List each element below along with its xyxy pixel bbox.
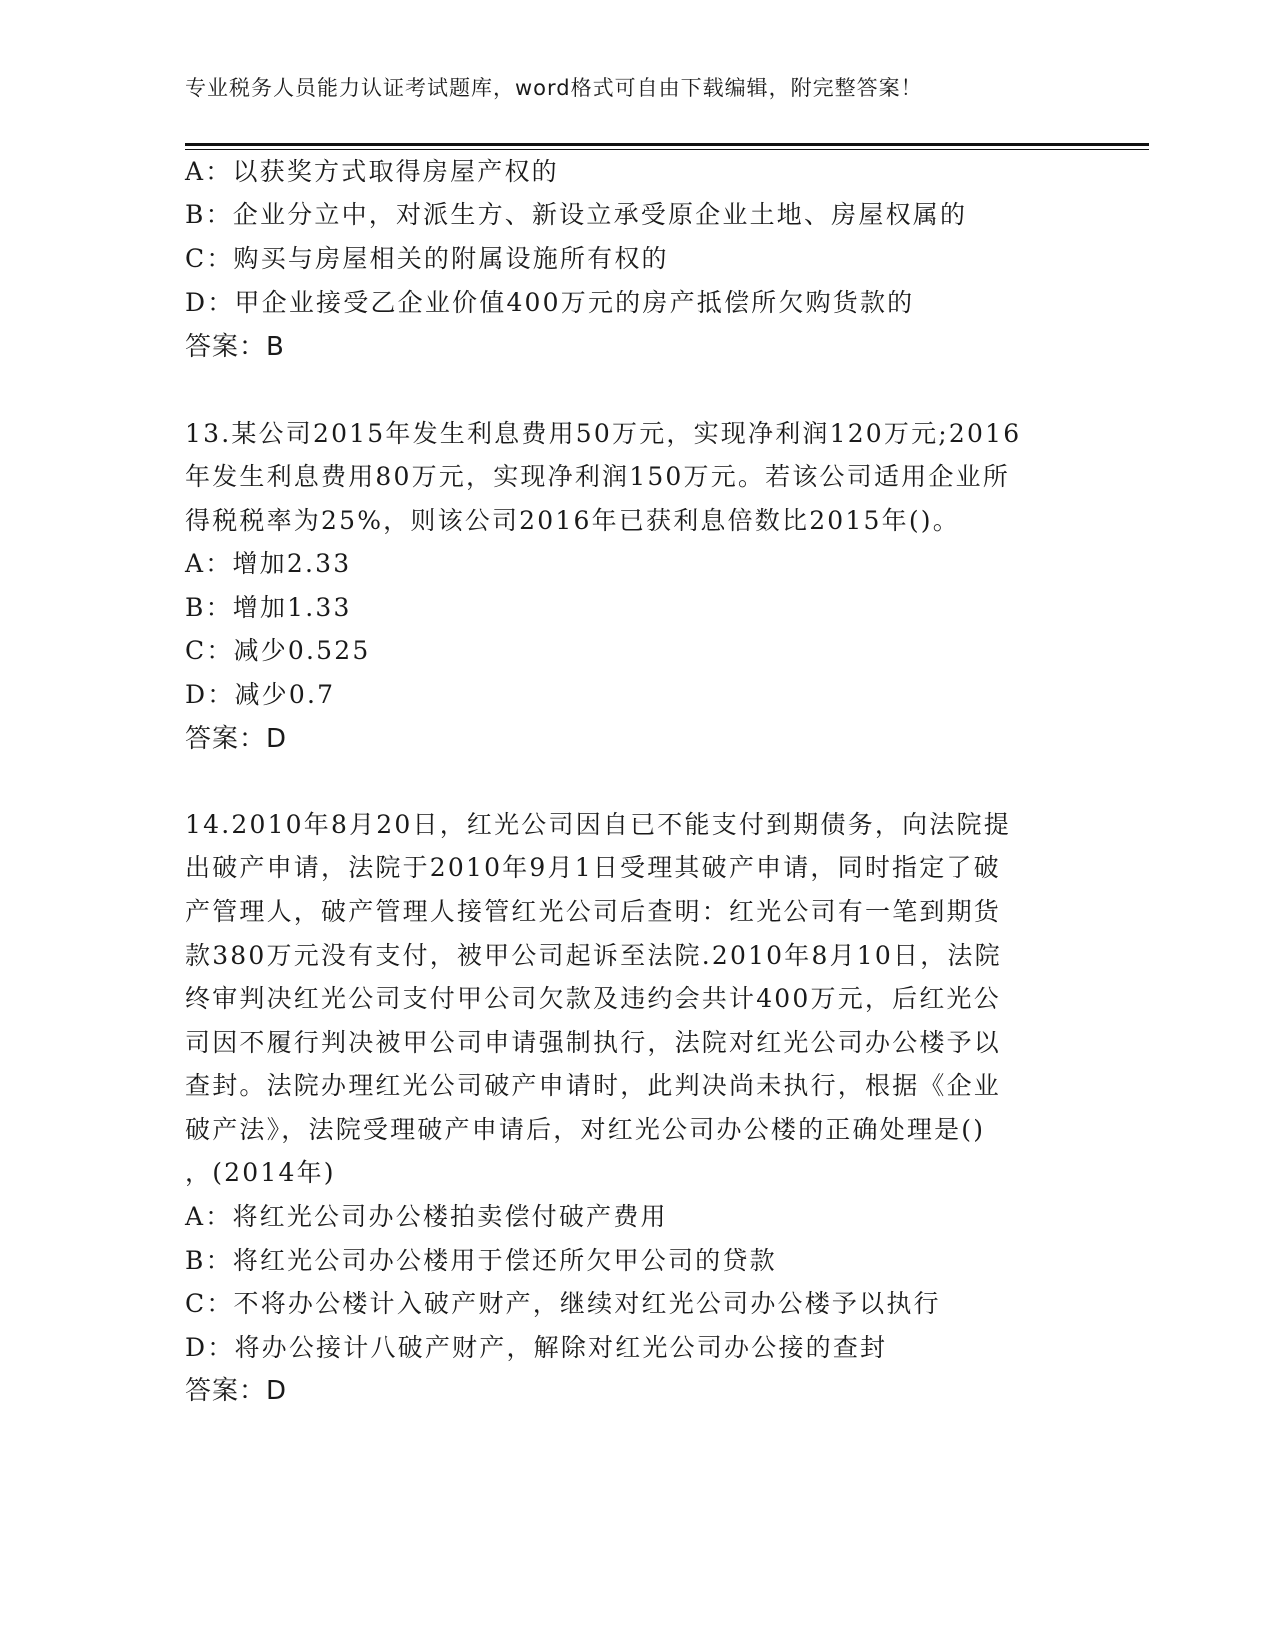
q13-stem-line-1: 13.某公司2015年发生利息费用50万元，实现净利润120万元;2016 <box>185 419 1022 448</box>
q13-stem-line-2: 年发生利息费用80万元，实现净利润150万元。若该公司适用企业所 <box>185 462 1010 491</box>
q13-answer: 答案：D <box>185 724 288 754</box>
page-header: 专业税务人员能力认证考试题库，word格式可自由下载编辑，附完整答案！ <box>185 76 923 100</box>
q13-option-c: C：减少0.525 <box>185 636 371 665</box>
q13-option-d: D：减少0.7 <box>185 680 336 709</box>
q14-stem-line-1: 14.2010年8月20日，红光公司因自已不能支付到期债务，向法院提 <box>185 810 1011 839</box>
q14-stem-line-7: 查封。法院办理红光公司破产申请时，此判决尚未执行，根据《企业 <box>185 1071 1002 1100</box>
q14-option-d: D：将办公接计八破产财产，解除对红光公司办公接的查封 <box>185 1333 888 1362</box>
q14-stem-line-5: 终审判决红光公司支付甲公司欠款及违约会共计400万元，后红光公 <box>185 984 1001 1013</box>
q14-answer: 答案：D <box>185 1376 288 1406</box>
q12-option-d: D：甲企业接受乙企业价值400万元的房产抵偿所欠购货款的 <box>185 288 915 317</box>
q13-option-b: B：增加1.33 <box>185 593 352 622</box>
q12-option-a: A：以获奖方式取得房屋产权的 <box>185 157 559 186</box>
q14-option-a: A：将红光公司办公楼拍卖偿付破产费用 <box>185 1202 668 1231</box>
q14-option-c: C：不将办公楼计入破产财产，继续对红光公司办公楼予以执行 <box>185 1289 941 1318</box>
q14-stem-line-6: 司因不履行判决被甲公司申请强制执行，法院对红光公司办公楼予以 <box>185 1028 1002 1057</box>
header-rule-thick <box>185 143 1149 146</box>
q14-option-b: B：将红光公司办公楼用于偿还所欠甲公司的贷款 <box>185 1246 777 1275</box>
q13-stem-line-3: 得税税率为25%，则该公司2016年已获利息倍数比2015年()。 <box>185 506 960 535</box>
q13-option-a: A：增加2.33 <box>185 549 352 578</box>
header-rule-thin <box>185 149 1149 150</box>
q12-answer: 答案：B <box>185 332 285 362</box>
q14-stem-line-9: ，(2014年) <box>185 1158 336 1187</box>
q14-stem-line-8: 破产法》，法院受理破产申请后，对红光公司办公楼的正确处理是() <box>185 1115 986 1144</box>
q14-stem-line-4: 款380万元没有支付，被甲公司起诉至法院.2010年8月10日，法院 <box>185 941 1002 970</box>
q14-stem-line-3: 产管理人，破产管理人接管红光公司后查明：红光公司有一笔到期货 <box>185 897 1002 926</box>
q14-stem-line-2: 出破产申请，法院于2010年9月1日受理其破产申请，同时指定了破 <box>185 853 1001 882</box>
q12-option-c: C：购买与房屋相关的附属设施所有权的 <box>185 244 669 273</box>
q12-option-b: B：企业分立中，对派生方、新设立承受原企业土地、房屋权属的 <box>185 200 968 229</box>
